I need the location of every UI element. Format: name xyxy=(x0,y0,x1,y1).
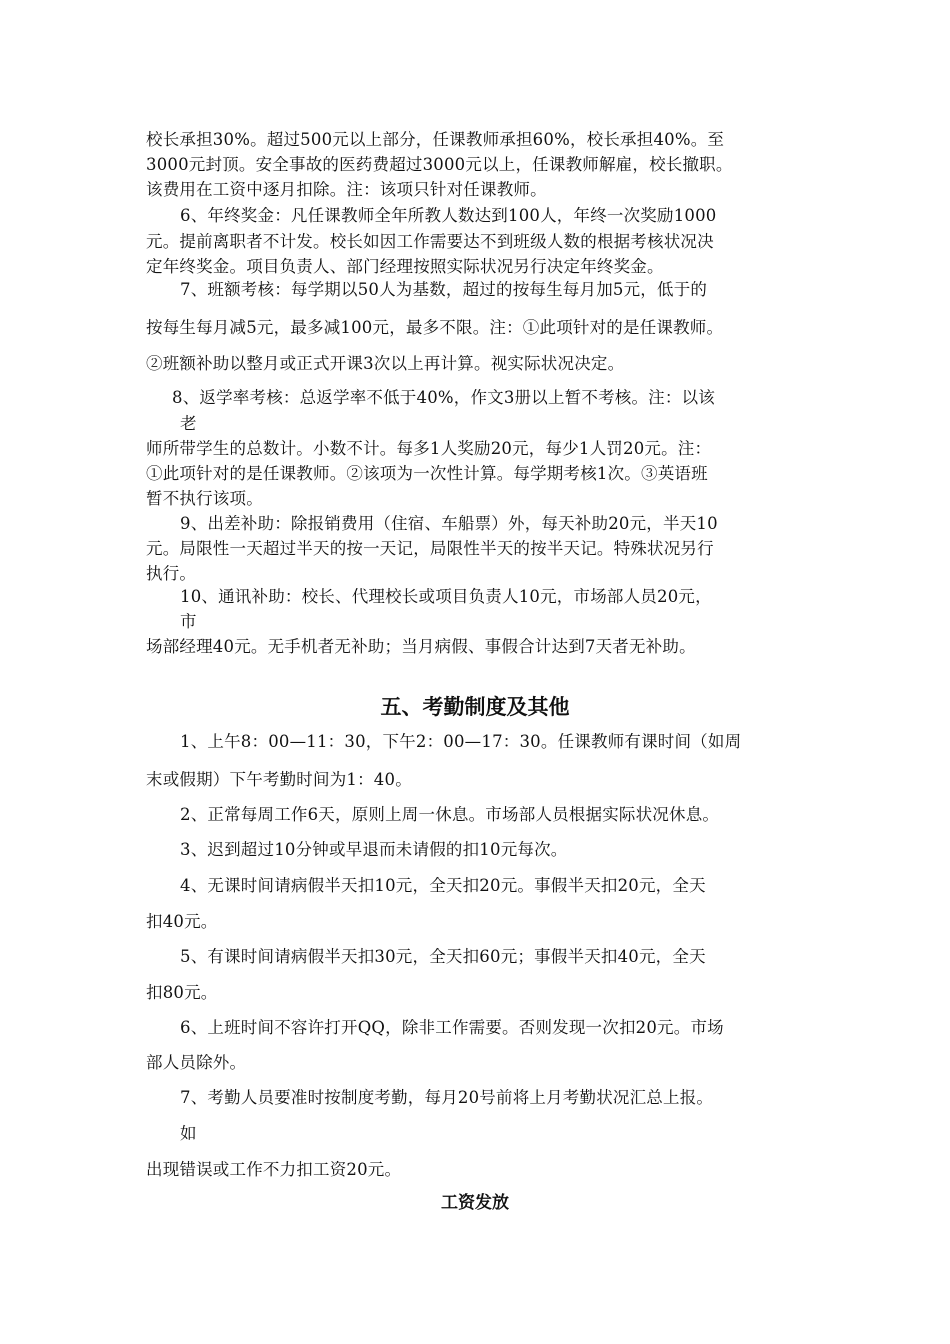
text-line: 校长承担30%。超过500元以上部分，任课教师承担60%，校长承担40%。至 xyxy=(146,130,725,149)
rule-line: 1、上午8：00—11：30，下午2：00—17：30。任课教师有课时间（如周 xyxy=(180,732,742,751)
text-line: ①此项针对的是任课教师。②该项为一次性计算。每学期考核1次。③英语班 xyxy=(146,464,708,483)
text-line: 执行。 xyxy=(146,564,197,583)
text-line: 按每生每月减5元，最多减100元，最多不限。注：①此项针对的是任课教师。 xyxy=(146,318,724,337)
rule-line: 3、迟到超过10分钟或早退而未请假的扣10元每次。 xyxy=(180,840,568,859)
text-line: 3000元封顶。安全事故的医药费超过3000元以上，任课教师解雇，校长撤职。 xyxy=(146,155,733,174)
rule-line: 末或假期）下午考勤时间为1：40。 xyxy=(146,770,412,789)
text-line: 10、通讯补助：校长、代理校长或项目负责人10元，市场部人员20元， xyxy=(180,587,712,606)
rule-line: 7、考勤人员要准时按制度考勤，每月20号前将上月考勤状况汇总上报。 xyxy=(180,1088,714,1107)
rule-line: 2、正常每周工作6天，原则上周一休息。市场部人员根据实际状况休息。 xyxy=(180,805,720,824)
text-line: ②班额补助以整月或正式开课3次以上再计算。视实际状况决定。 xyxy=(146,354,625,373)
text-line: 定年终奖金。项目负责人、部门经理按照实际状况另行决定年终奖金。 xyxy=(146,257,664,276)
rule-line: 出现错误或工作不力扣工资20元。 xyxy=(146,1160,402,1179)
text-line: 场部经理40元。无手机者无补助；当月病假、事假合计达到7天者无补助。 xyxy=(146,637,696,656)
text-line: 老 xyxy=(180,414,197,433)
text-line: 元。局限性一天超过半天的按一天记，局限性半天的按半天记。特殊状况另行 xyxy=(146,539,714,558)
rule-line: 4、无课时间请病假半天扣10元，全天扣20元。事假半天扣20元，全天 xyxy=(180,876,706,895)
text-line: 暂不执行该项。 xyxy=(146,489,263,508)
text-line: 8、返学率考核：总返学率不低于40%，作文3册以上暂不考核。注：以该 xyxy=(172,388,715,407)
text-line: 元。提前离职者不计发。校长如因工作需要达不到班级人数的根据考核状况决 xyxy=(146,232,714,251)
rule-line: 扣80元。 xyxy=(146,983,218,1002)
text-line: 9、出差补助：除报销费用（住宿、车船票）外，每天补助20元，半天10 xyxy=(180,514,718,533)
rule-line: 部人员除外。 xyxy=(146,1053,247,1072)
text-line: 市 xyxy=(180,612,197,631)
section-title: 五、考勤制度及其他 xyxy=(380,695,570,719)
text-line: 7、班额考核：每学期以50人为基数，超过的按每生每月加5元，低于的 xyxy=(180,280,708,299)
rule-line: 扣40元。 xyxy=(146,912,218,931)
subheading: 工资发放 xyxy=(441,1193,509,1213)
text-line: 该费用在工资中逐月扣除。注：该项只针对任课教师。 xyxy=(146,180,547,199)
rule-line: 6、上班时间不容许打开QQ，除非工作需要。否则发现一次扣20元。市场 xyxy=(180,1018,724,1037)
rule-line: 5、有课时间请病假半天扣30元，全天扣60元；事假半天扣40元，全天 xyxy=(180,947,706,966)
text-line: 师所带学生的总数计。小数不计。每多1人奖励20元，每少1人罚20元。注： xyxy=(146,439,712,458)
text-line: 6、年终奖金：凡任课教师全年所教人数达到100人，年终一次奖励1000 xyxy=(180,206,717,225)
rule-line: 如 xyxy=(180,1124,197,1143)
